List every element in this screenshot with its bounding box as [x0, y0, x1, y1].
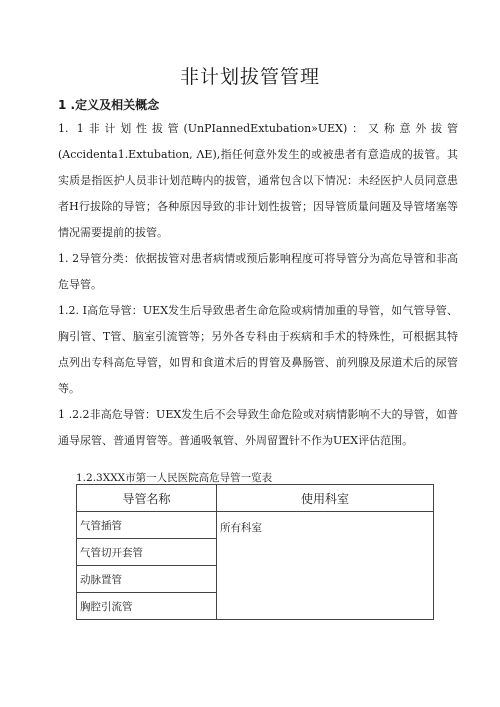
paragraph-1-2-1: 1.2. I高危导管：UEX发生后导致患者生命危险或病情加重的导管，如气管导管、胸引管、T管、脑室引流管等；另外各专科由于疾病和手术的特殊性，可根据其特点列出专科高危导管，如胃和食道术后的胃管及鼻肠管、前列腺及尿道术后的尿管等。 — [58, 304, 458, 395]
document-title: 非计划拔管管理 — [179, 66, 320, 88]
catheter-name-cell: 气管插管 — [77, 512, 217, 539]
table-caption: 1.2.3XXX市第一人民医院高危导管一览表 — [76, 472, 273, 484]
table-header-row — [77, 485, 434, 512]
header-department: 使用科室 — [217, 485, 434, 512]
catheter-name-cell: 气管切开套管 — [77, 539, 217, 566]
paragraph-1-2: 1. 2导管分类：依据拔管对患者病情或预后影响程度可将导管分为高危导管和非高危导管。 — [58, 252, 458, 291]
paragraph-1-2-2: 1 .2.2非高危导管：UEX发生后不会导致生命危险或对病情影响不大的导管，如普通导尿管、普通胃管等。普通吸氧管、外周留置针不作为UEX评估范围。 — [58, 408, 458, 447]
department-cell: 所有科室 — [217, 512, 434, 620]
section-heading: 1 .定义及相关概念 — [58, 98, 160, 112]
catheter-name-cell: 胸腔引流管 — [77, 593, 217, 620]
paragraph-1-1: 1. 1非计划性拔管(UnPIannedExtubation»UEX)：又称意外拔管(Accidenta1.Extubation, ΛE),指任何意外发生的或被患者有意造成的拔管。其实质是指医护人员非计划范畴内的拔管，通常包含以下情况：未经医护人员同意患者H行拔除的导管；各种原因导致的非计划性拔管；因导管质量问题及导管堵塞等情况需要提前的拔管。 — [58, 122, 458, 239]
catheter-name-cell: 动脉置管 — [77, 566, 217, 593]
table-row — [77, 512, 434, 539]
header-catheter-name: 导管名称 — [77, 485, 217, 512]
high-risk-catheter-table — [76, 484, 434, 620]
